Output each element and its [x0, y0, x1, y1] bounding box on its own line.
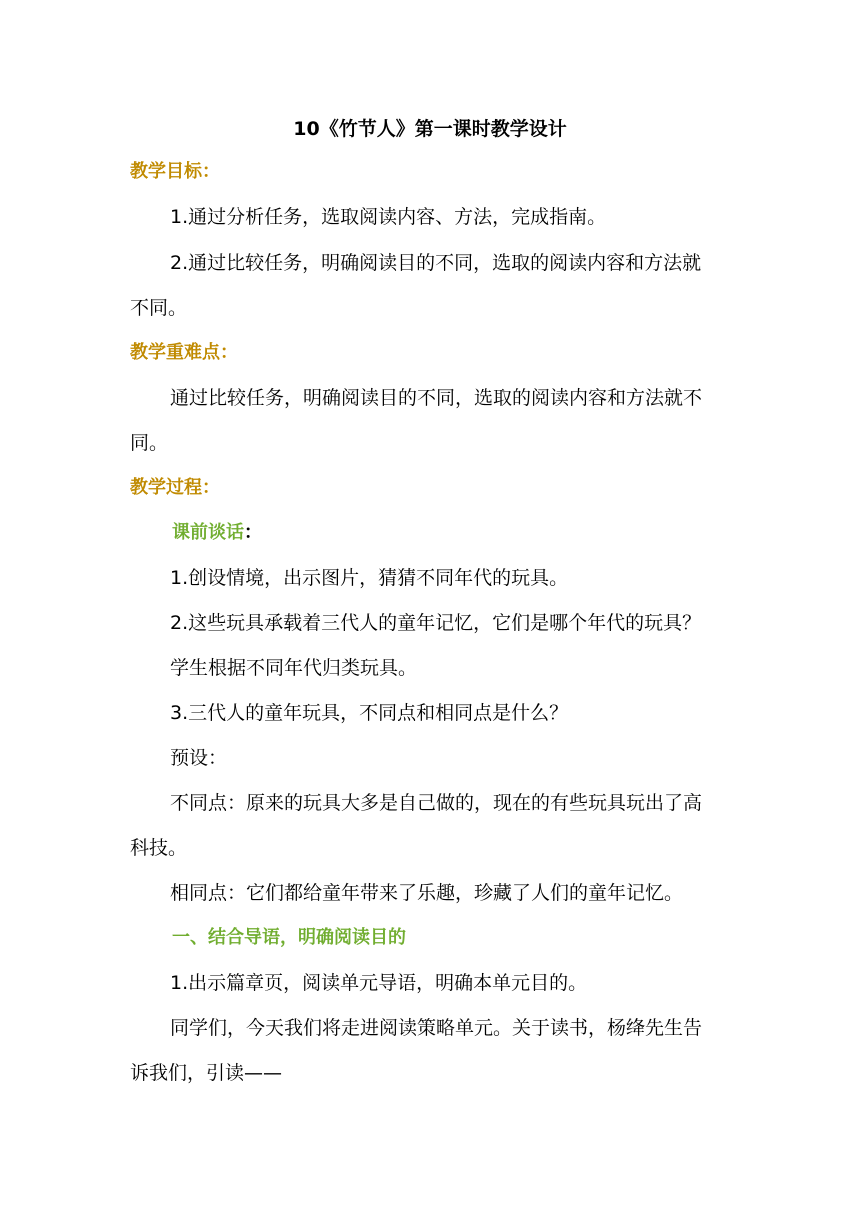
key-points-line-2: 同。 — [130, 432, 169, 454]
process-heading: 教学过程： — [130, 477, 220, 498]
part1-heading: 一、结合导语，明确阅读目的 — [172, 927, 406, 948]
pre-class-item-2-note: 学生根据不同年代归类玩具。 — [170, 657, 418, 679]
objectives-heading: 教学目标： — [130, 161, 220, 182]
pre-class-item-2: 2.这些玩具承载着三代人的童年记忆，它们是哪个年代的玩具？ — [170, 612, 702, 634]
preset-label: 预设： — [170, 747, 228, 769]
document-title: 10《竹节人》第一课时教学设计 — [293, 118, 567, 140]
pre-class-item-1: 1.创设情境，出示图片，猜猜不同年代的玩具。 — [170, 567, 569, 589]
part1-text-line-2: 诉我们，引读—— — [130, 1062, 283, 1084]
key-points-line-1: 通过比较任务，明确阅读目的不同，选取的阅读内容和方法就不 — [170, 387, 703, 409]
difference-line-2: 科技。 — [130, 837, 188, 859]
pre-class-heading-text: 课前谈话 — [172, 522, 244, 543]
similarity-line: 相同点：它们都给童年带来了乐趣，珍藏了人们的童年记忆。 — [170, 882, 684, 904]
pre-class-heading-colon: ： — [244, 522, 262, 543]
objective-item-2-line-1: 2.通过比较任务，明确阅读目的不同，选取的阅读内容和方法就 — [170, 252, 702, 274]
objective-item-2-line-2: 不同。 — [130, 297, 188, 319]
difference-line-1: 不同点：原来的玩具大多是自己做的，现在的有些玩具玩出了高 — [170, 792, 703, 814]
pre-class-item-3: 3.三代人的童年玩具，不同点和相同点是什么？ — [170, 702, 569, 724]
part1-text-line-1: 同学们，今天我们将走进阅读策略单元。关于读书，杨绛先生告 — [170, 1017, 703, 1039]
key-points-heading: 教学重难点： — [130, 342, 238, 363]
pre-class-heading — [172, 518, 262, 548]
objective-item-1: 1.通过分析任务，选取阅读内容、方法，完成指南。 — [170, 206, 607, 228]
part1-item-1: 1.出示篇章页，阅读单元导语，明确本单元目的。 — [170, 972, 588, 994]
